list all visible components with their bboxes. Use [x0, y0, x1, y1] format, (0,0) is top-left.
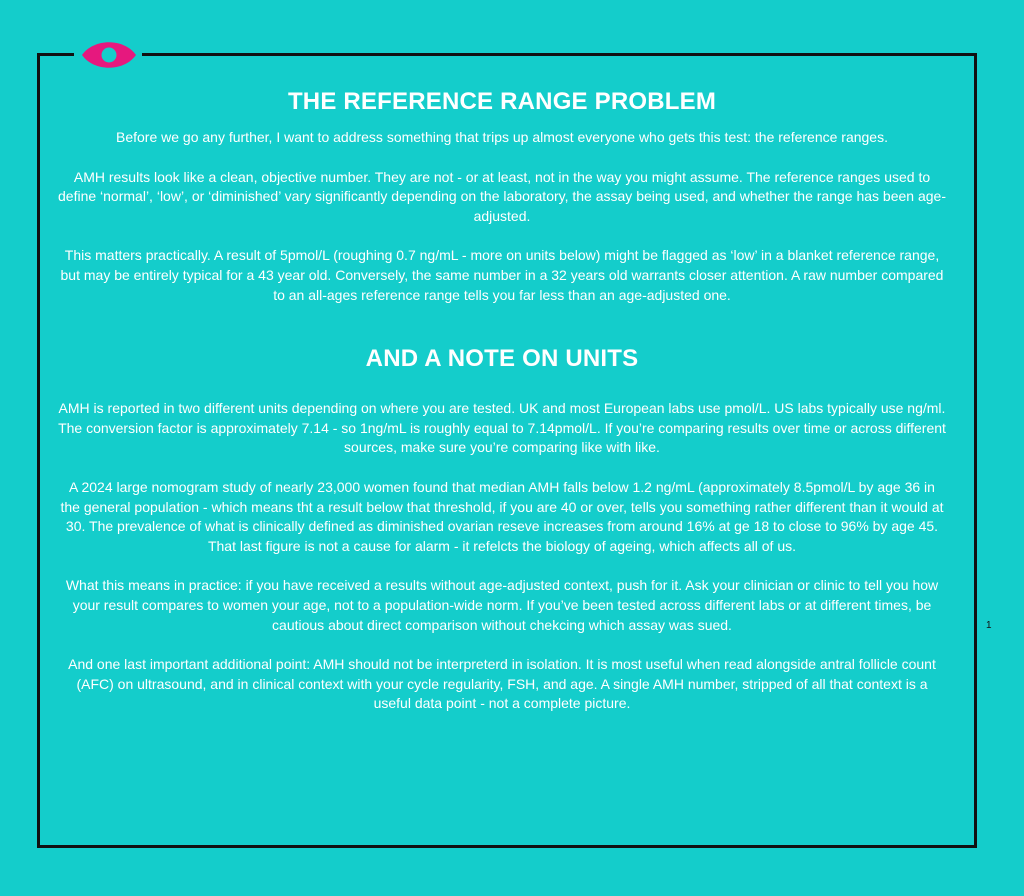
paragraph-nomogram-study: A 2024 large nomogram study of nearly 23,000 women found that median AMH falls below 1.2 ng/mL (approximately 8.5pmol/L by age 36 in the general population - which means tht a result below that threshold, if you are 40 or over, tells you something rather different than it would at 30. The prevalence of what is clinically defined as diminished ovarian reseve increases from around 16% at ge 18 to close to 96% by age 45. That last figure is not a cause for alarm - it refelcts the biology of ageing, which affects all of us.: [60, 478, 944, 554]
heading-note-on-units: AND A NOTE ON UNITS: [365, 345, 639, 373]
paragraph-last-point: And one last important additional point: AMH should not be interpreterd in isolation. It is most useful when read alongside antral follicle count (AFC) on ultrasound, and in clinical context with your cycle regularity, FSH, and age. A single AMH number, stripped of all that context is a useful data point - not a complete picture.: [68, 656, 936, 712]
eye-icon: [80, 36, 138, 74]
paragraph-units: AMH is reported in two different units depending on where you are tested. UK and most European labs use pmol/L. US labs typically use ng/ml. The conversion factor is approximately 7.14 - so 1ng/mL is roughly equal to 7.14pmol/L. If you’re comparing results over time or across different sources, make sure you’re comparing like with like.: [58, 400, 946, 456]
paragraph-amh-results: AMH results look like a clean, objective number. They are not - or at least, not in the way you might assume. The reference ranges used to define ‘normal’, ‘low’, or ‘diminished’ vary significantly depending on the laboratory, the assay being used, and whether the range has been age-adjusted.: [58, 168, 946, 224]
page-number: 1: [986, 620, 992, 631]
paragraph-in-practice: What this means in practice: if you have received a results without age-adjusted context, push for it. Ask your clinician or clinic to tell you how your result compares to women your age, not to a population-wide norm. If you’ve been tested across different labs or at different times, be cautious about direct comparison without chekcing which assay was sued.: [65, 577, 939, 633]
eye-pupil: [102, 48, 117, 63]
heading-reference-range-problem: THE REFERENCE RANGE PROBLEM: [287, 88, 717, 115]
paragraph-practical: This matters practically. A result of 5pmol/L (roughing 0.7 ng/mL - more on units below) might be flagged as ‘low’ in a blanket reference range, but may be entirely typical for a 43 year old. Conversely, the same number in a 32 years old warrants closer attention. A raw number compared to an all-ages reference range tells you far less than an age-adjusted one.: [60, 247, 944, 303]
document-body: [58, 86, 946, 714]
paragraph-intro: Before we go any further, I want to address something that trips up almost everyone who gets this test: the reference ranges.: [116, 129, 888, 145]
